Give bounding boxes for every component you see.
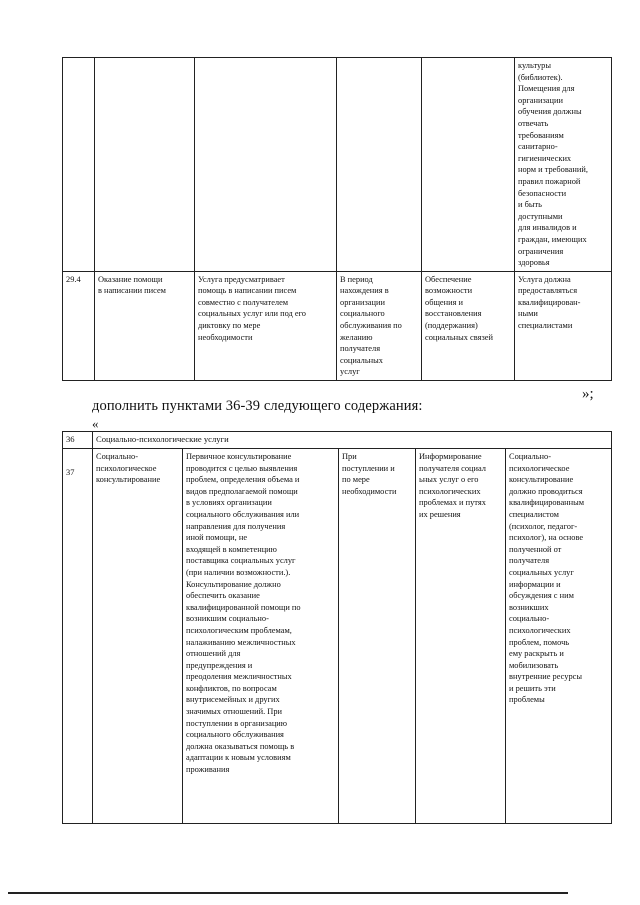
table-cell bbox=[95, 58, 195, 272]
closing-quote: »; bbox=[582, 386, 594, 402]
section-number: 36 bbox=[63, 432, 93, 449]
service-description: Услуга предусматривает помощь в написании писем совместно с получателем социальных услуг или под его диктовку по мере необходимости bbox=[195, 271, 337, 380]
service-name: Оказание помощи в написании писем bbox=[95, 271, 195, 380]
item-number: 37 bbox=[63, 449, 93, 824]
conditions-cell: культуры (библиотек). Помещения для организации обучения должны отвечать требованиям санитарно- гигиенических норм и требований, правил пожарной безопасности и быть доступными для инвалидов и граждан, имеющих ограничения здоровья bbox=[515, 58, 612, 272]
amendment-intro: дополнить пунктами 36-39 следующего содержания: bbox=[92, 398, 423, 414]
service-period: В период нахождения в организации социального обслуживания по желанию получателя социальных услуг bbox=[337, 271, 422, 380]
table-cell bbox=[337, 58, 422, 272]
service-description: Первичное консультирование проводится с целью выявления проблем, определения объема и видов предполагаемой помощи в условиях организации социального обслуживания или направления для получения иной помощи, не входящей в компетенцию поставщика социальных услуг (при наличии возможности.). Консультирование должно обеспечить оказание квалифицированной помощи по возникшим социально- психологическим проблемам, налаживанию межличностных отношений для предупреждения и преодоления межличностных конфликтов, по вопросам внутрисемейных и других значимых отношений. При поступлении в организацию социального обслуживания должна оказываться помощь в адаптации к новым условиям проживания bbox=[183, 449, 339, 824]
service-result: Обеспечение возможности общения и восстановления (поддержания) социальных связей bbox=[422, 271, 515, 380]
services-table-new bbox=[62, 431, 612, 824]
table-row bbox=[63, 271, 612, 380]
service-name: Социально- психологическое консультирование bbox=[93, 449, 183, 824]
table-cell bbox=[63, 58, 95, 272]
table-row bbox=[63, 449, 612, 824]
page-bottom-divider bbox=[8, 892, 568, 894]
services-table-continued bbox=[62, 57, 612, 381]
service-result: Информирование получателя социал ьных услуг о его психологических проблемах и путях их решения bbox=[416, 449, 506, 824]
service-conditions: Социально- психологическое консультирование должно проводиться квалифицированным специалистом (психолог, педагог- психолог), на основе полученной от получателя социальных услуг информации и обсуждения с ним возникших социально- психологических проблем, помочь ему раскрыть и мобилизовать внутренние ресурсы и решить эти проблемы bbox=[506, 449, 612, 824]
table-cell bbox=[422, 58, 515, 272]
section-title: Социально-психологические услуги bbox=[93, 432, 612, 449]
item-number: 29.4 bbox=[63, 271, 95, 380]
table-row bbox=[63, 432, 612, 449]
table-row bbox=[63, 58, 612, 272]
service-conditions: Услуга должна предоставляться квалифицирован- ными специалистами bbox=[515, 271, 612, 380]
opening-quote: « bbox=[92, 416, 99, 431]
table-cell bbox=[195, 58, 337, 272]
service-period: При поступлении и по мере необходимости bbox=[339, 449, 416, 824]
